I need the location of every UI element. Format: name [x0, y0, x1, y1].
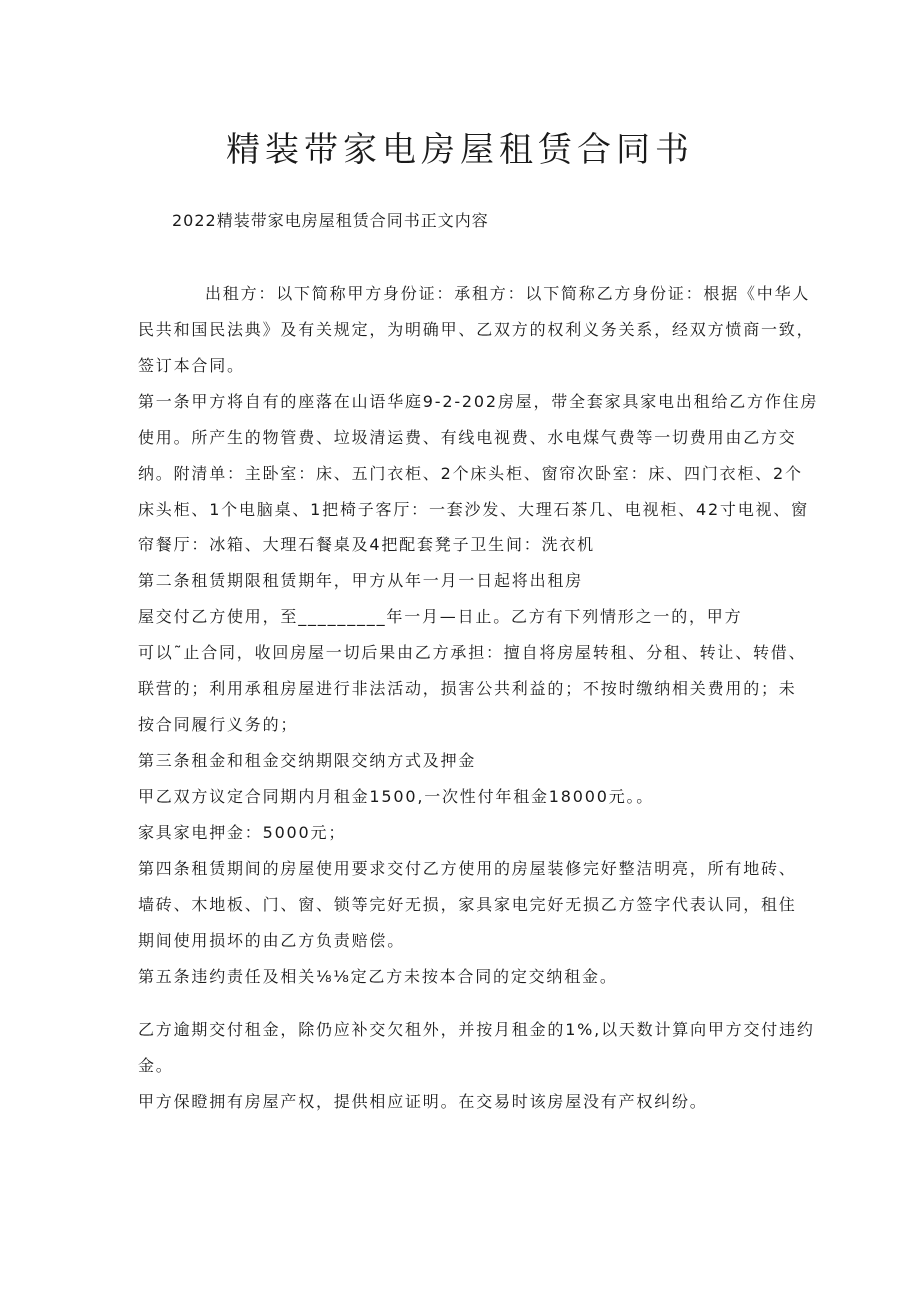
paragraph-line: 民共和国民法典》及有关规定，为明确甲、乙双方的权利义务关系，经双方愤商一致，: [138, 320, 815, 339]
paragraph-line: 床头柜、1个电脑桌、1把椅子客厅：一套沙发、大理石茶几、电视柜、42寸电视、窗: [138, 500, 809, 519]
paragraph-line: 签订本合同。: [138, 356, 245, 375]
paragraph-line: 按合同履行义务的；: [138, 715, 299, 734]
paragraph-line: 期间使用损坏的由乙方负责赔偿。: [138, 931, 406, 950]
paragraph-line: 可以˜止合同，收回房屋一切后果由乙方承担：擅自将房屋转租、分租、转让、转借、: [138, 643, 807, 662]
paragraph-line: 甲方保瞪拥有房屋产权，提供相应证明。在交易时该房屋没有产权纠纷。: [138, 1092, 708, 1111]
paragraph-line: 乙方逾期交付租金，除仍应补交欠租外，并按月租金的1%,以天数计算向甲方交付违约: [138, 1020, 815, 1039]
paragraph-line: 第二条租赁期限租赁期年，甲方从年一月一日起将出租房: [138, 571, 584, 590]
paragraph-line: 第四条租赁期间的房屋使用要求交付乙方使用的房屋装修完好整洁明亮，所有地砖、: [138, 859, 797, 878]
paragraph-line: 帘餐厅：冰箱、大理石餐桌及4把配套凳子卫生间：洗衣机: [138, 535, 595, 554]
paragraph-line: 屋交付乙方使用，至_________年一月—日止。乙方有下列情形之一的，甲方: [138, 607, 743, 626]
document-title: 精装带家电房屋租赁合同书: [226, 130, 694, 170]
paragraph-line: 出租方：以下简称甲方身份证：承租方：以下简称乙方身份证：根据《中华人: [205, 284, 811, 303]
paragraph-line: 使用。所产生的物管费、垃圾清运费、有线电视费、水电煤气费等一切费用由乙方交: [138, 428, 797, 447]
paragraph-line: 墙砖、木地板、门、窗、锁等完好无损，家具家电完好无损乙方签字代表认同，租住: [138, 895, 797, 914]
paragraph-line: 纳。附清单：主卧室：床、五门衣柜、2个床头柜、窗帘次卧室：床、四门衣柜、2个: [138, 464, 803, 483]
paragraph-line: 家具家电押金：5000元；: [138, 823, 347, 842]
paragraph-line: 第一条甲方将自有的座落在山语华庭9-2-202房屋，带全套家具家电出租给乙方作住房: [138, 392, 819, 411]
paragraph-line: 第五条违约责任及相关⅛⅛定乙方未按本合同的定交纳租金。: [138, 967, 618, 986]
paragraph-line: 第三条租金和租金交纳期限交纳方式及押金: [138, 751, 477, 770]
document-subtitle: 2022精装带家电房屋租赁合同书正文内容: [172, 211, 489, 230]
paragraph-line: 金。: [138, 1056, 174, 1075]
paragraph-line: 联营的；利用承租房屋进行非法活动，损害公共利益的；不按时缴纳相关费用的；未: [138, 679, 797, 698]
paragraph-line: 甲乙双方议定合同期内月租金1500,一次性付年租金18000元。。: [138, 787, 655, 806]
